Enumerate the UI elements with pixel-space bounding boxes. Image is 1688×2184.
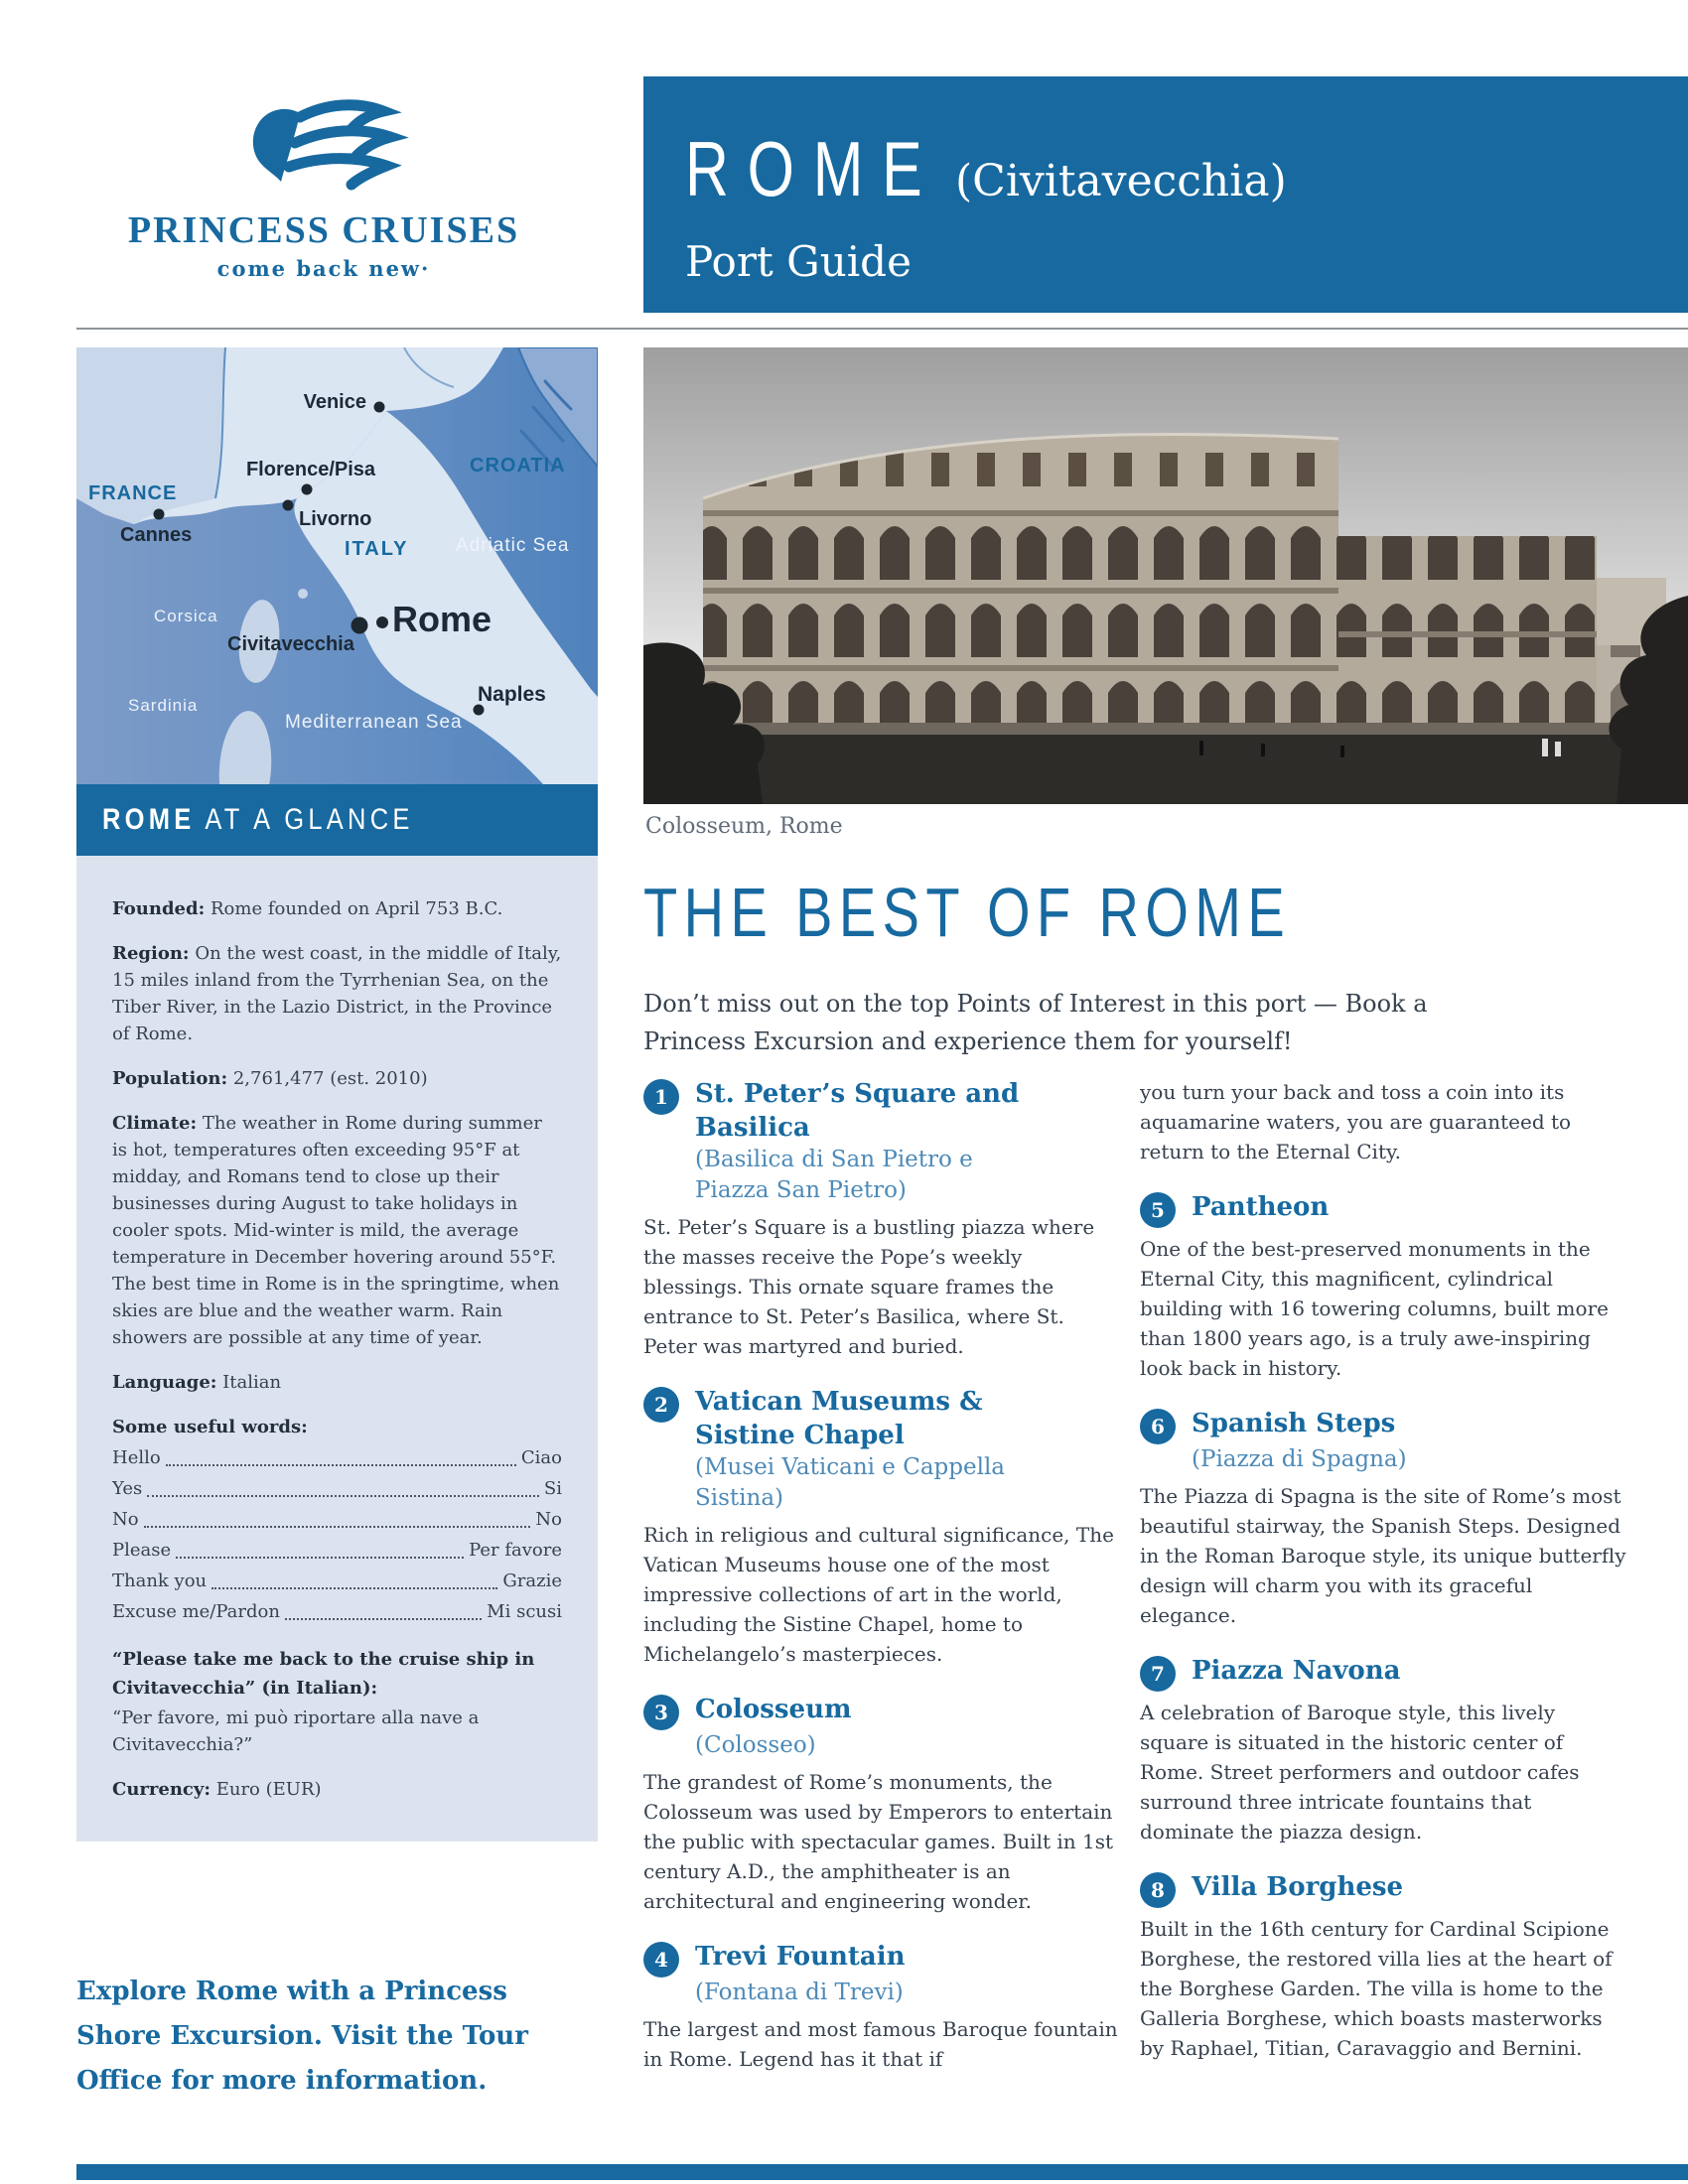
- poi-subtitle: (Piazza di Spagna): [1192, 1446, 1407, 1472]
- poi-item-colosseum: [643, 1693, 1120, 1916]
- word-row: Excuse me/Pardon Mi scusi: [112, 1601, 562, 1622]
- map-country-france: FRANCE: [88, 482, 178, 504]
- poi-column-right: [1140, 1077, 1626, 2087]
- glance-region: Region: On the west coast, in the middle of Italy, 15 miles inland from the Tyrrhenian Sea, on the Tiber River, in the Lazio District, in the Province of Rome.: [112, 943, 562, 1044]
- glance-population: Population: 2,761,477 (est. 2010): [112, 1068, 428, 1089]
- page-header: [643, 76, 1688, 313]
- poi-title: Villa Borghese: [1192, 1872, 1404, 1902]
- poi-description: The Piazza di Spagna is the site of Rome’s most beautiful stairway, the Spanish Steps. Designed in the Roman Baroque style, its unique butterfly design will charm you with its graceful elegance.: [1140, 1484, 1626, 1627]
- poi-description: Built in the 16th century for Cardinal Scipione Borghese, the restored villa lies at the heart of the Borghese Garden. The villa is home to the Galleria Borghese, which boasts masterworks by Raphael, Titian, Caravaggio and Bernini.: [1140, 1917, 1613, 2060]
- poi-title: Colosseum: [695, 1695, 852, 1724]
- poi-description: Rich in religious and cultural significance, The Vatican Museums house one of the most impressive collections of art in the world, including the Sistine Chapel, home to Michelangelo’s masterpieces.: [643, 1523, 1114, 1666]
- map-city-venice: Venice: [303, 391, 366, 413]
- poi-item-vatican: [643, 1385, 1120, 1669]
- poi-number-badge: 7: [1140, 1656, 1176, 1692]
- glance-header: [76, 784, 598, 856]
- phrase-italian: “Per favore, mi può riportare alla nave a Civitavecchia?”: [112, 1707, 480, 1755]
- poi-description: A celebration of Baroque style, this lively square is situated in the historic center of Rome. Street performers and outdoor cafes surround three intricate fountains that dominate the piazza design.: [1140, 1701, 1580, 1843]
- poi-description: The grandest of Rome’s monuments, the Colosseum was used by Emperors to entertain the public with spectacular games. Built in 1st century A.D., the amphitheater is an architectural and engineering wonder.: [643, 1770, 1114, 1913]
- map-island-sardinia: Sardinia: [128, 696, 199, 715]
- colosseum-photo: [643, 347, 1688, 804]
- poi-column-left: [643, 1077, 1120, 2098]
- poi-number-badge: 8: [1140, 1872, 1176, 1908]
- header-divider: [76, 328, 1688, 330]
- seawitch-logo-icon: [85, 99, 562, 203]
- poi-title: Vatican Museums & Sistine Chapel: [695, 1387, 983, 1450]
- excursion-note: Explore Rome with a Princess Shore Excursion. Visit the Tour Office for more information.: [76, 1977, 528, 2096]
- section-intro: Don’t miss out on the top Points of Interest in this port — Book a Princess Excursion and experience them for yourself!: [643, 990, 1428, 1055]
- poi-title: Pantheon: [1192, 1192, 1330, 1222]
- glance-founded: Founded: Rome founded on April 753 B.C.: [112, 898, 503, 919]
- poi-title: Spanish Steps: [1192, 1409, 1396, 1438]
- poi-item-pantheon: [1140, 1190, 1626, 1383]
- poi-title: St. Peter’s Square and Basilica: [695, 1079, 1020, 1143]
- map-city-cannes: Cannes: [120, 524, 193, 546]
- map-country-croatia: CROATIA: [470, 455, 566, 477]
- map-city-rome: Rome: [392, 599, 492, 639]
- map-island-corsica: Corsica: [154, 607, 218, 625]
- section-heading: THE BEST OF ROME: [643, 874, 1292, 951]
- dotted-leader: [285, 1618, 482, 1620]
- dotted-leader: [176, 1557, 464, 1559]
- word-row: Yes Si: [112, 1478, 562, 1499]
- region-map: [76, 347, 598, 784]
- dotted-leader: [144, 1526, 531, 1528]
- word-row: Please Per favore: [112, 1540, 562, 1561]
- poi-item-st-peters: [643, 1077, 1120, 1361]
- glance-language: Language: Italian: [112, 1372, 282, 1393]
- word-row: Hello Ciao: [112, 1447, 562, 1468]
- glance-panel: [76, 856, 598, 1842]
- map-country-italy: ITALY: [345, 538, 409, 560]
- dotted-leader: [147, 1495, 539, 1497]
- brand-tagline: come back new·: [216, 256, 431, 281]
- poi-number-badge: 1: [643, 1079, 679, 1115]
- glance-header-rest: AT A GLANCE: [195, 803, 414, 836]
- map-city-naples: Naples: [478, 683, 546, 706]
- glance-currency: Currency: Euro (EUR): [112, 1779, 322, 1800]
- princess-cruises-logo: [85, 99, 562, 281]
- poi-subtitle: (Colosseo): [695, 1732, 816, 1758]
- dotted-leader: [211, 1587, 497, 1589]
- photo-caption: Colosseum, Rome: [645, 814, 843, 839]
- poi-number-badge: 4: [643, 1942, 679, 1978]
- poi-title: Trevi Fountain: [695, 1942, 906, 1972]
- poi-item-piazza-navona: [1140, 1654, 1626, 1846]
- map-city-livorno: Livorno: [299, 508, 372, 530]
- poi-description: One of the best-preserved monuments in the Eternal City, this magnificent, cylindrical building with 16 towering columns, built more than 1800 years ago, is a truly awe-inspiring look back in history.: [1140, 1237, 1609, 1380]
- poi-subtitle: (Fontana di Trevi): [695, 1979, 904, 2005]
- useful-words-heading: Some useful words:: [112, 1417, 308, 1437]
- brand-name: PRINCESS CRUISES: [127, 209, 520, 251]
- poi-description-continued: you turn your back and toss a coin into its aquamarine waters, you are guaranteed to return to the Eternal City.: [1140, 1080, 1572, 1163]
- poi-description: St. Peter’s Square is a bustling piazza where the masses receive the Pope’s weekly blessings. This ornate square frames the entrance to St. Peter’s Basilica, where St. Peter was martyred and buried.: [643, 1215, 1095, 1358]
- poi-number-badge: 3: [643, 1695, 679, 1730]
- word-row: No No: [112, 1509, 562, 1530]
- footer-bar: [76, 2164, 1688, 2180]
- map-city-florence-pisa: Florence/Pisa: [245, 459, 376, 480]
- phrase-heading: “Please take me back to the cruise ship in Civitavecchia” (in Italian):: [112, 1649, 535, 1699]
- poi-description: The largest and most famous Baroque fountain in Rome. Legend has it that if: [643, 2017, 1118, 2071]
- word-row: Thank you Grazie: [112, 1570, 562, 1591]
- poi-number-badge: 6: [1140, 1409, 1176, 1444]
- port-guide-label: Port Guide: [685, 237, 912, 286]
- poi-item-trevi: [643, 1940, 1120, 2074]
- map-sea-adriatic: Adriatic Sea: [456, 535, 570, 556]
- poi-number-badge: 5: [1140, 1192, 1176, 1228]
- poi-subtitle: (Musei Vaticani e Cappella Sistina): [695, 1454, 1006, 1511]
- glance-climate: Climate: The weather in Rome during summer is hot, temperatures often exceeding 95°F at midday, and Romans tend to close up their businesses during August to take holidays in cooler spots. Mid-winter is mild, the average temperature in December hovering around 55°F. The best time in Rome is in the springtime, when skies are blue and the weather warm. Rain showers are possible at any time of year.: [112, 1113, 560, 1348]
- poi-item-villa-borghese: [1140, 1870, 1626, 2063]
- poi-item-spanish-steps: [1140, 1407, 1626, 1630]
- port-title: ROME: [685, 125, 941, 212]
- poi-number-badge: 2: [643, 1387, 679, 1423]
- dotted-leader: [166, 1464, 516, 1466]
- port-subtitle: (Civitavecchia): [955, 156, 1287, 206]
- map-city-civitavecchia: Civitavecchia: [227, 633, 354, 655]
- map-sea-mediterranean: Mediterranean Sea: [285, 712, 463, 733]
- glance-header-strong: ROME: [102, 803, 196, 836]
- poi-title: Piazza Navona: [1192, 1656, 1401, 1686]
- poi-subtitle: (Basilica di San Pietro e Piazza San Pietro): [695, 1147, 973, 1203]
